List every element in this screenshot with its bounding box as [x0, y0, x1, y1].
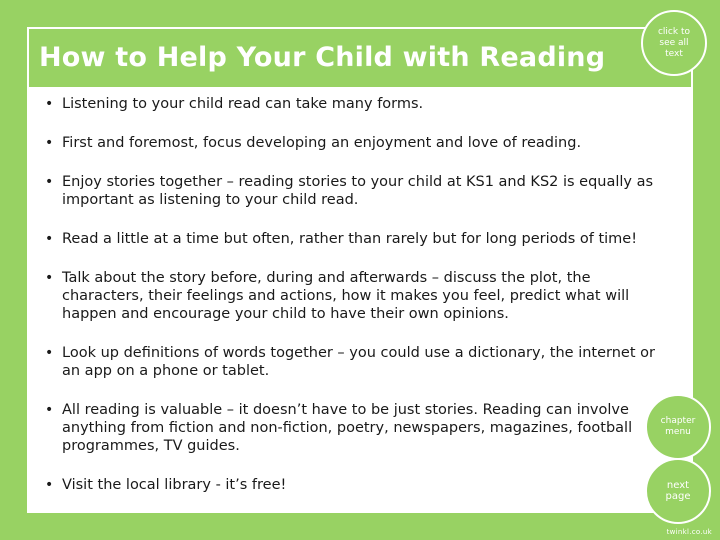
- list-item: [41, 173, 673, 209]
- bullet-icon: •: [45, 402, 54, 418]
- page-title: How to Help Your Child with Reading: [39, 42, 606, 73]
- next-page-button[interactable]: [645, 458, 711, 524]
- title-banner: [27, 27, 693, 89]
- next-page-label: next page: [665, 480, 691, 502]
- list-item-text: Listening to your child read can take many forms.: [62, 96, 424, 112]
- bullet-icon: •: [45, 135, 54, 151]
- bullet-icon: •: [45, 477, 54, 493]
- bullet-icon: •: [45, 270, 54, 286]
- list-item: [41, 134, 673, 152]
- list-item: [41, 95, 673, 113]
- list-item-text: Read a little at a time but often, rather than rarely but for long periods of time!: [62, 231, 638, 247]
- list-item-text: Look up definitions of words together – you could use a dictionary, the internet or an app on a phone or tablet.: [62, 345, 655, 379]
- list-item: [41, 344, 673, 380]
- list-item: [41, 230, 673, 248]
- list-item: [41, 401, 673, 455]
- bullet-icon: •: [45, 174, 54, 190]
- bullet-icon: •: [45, 231, 54, 247]
- content-panel: [27, 89, 693, 513]
- list-item-text: Enjoy stories together – reading stories to your child at KS1 and KS2 is equally as important as listening to your child read.: [62, 174, 654, 208]
- bullet-icon: •: [45, 345, 54, 361]
- chapter-menu-button[interactable]: [645, 394, 711, 460]
- list-item-text: Visit the local library - it’s free!: [62, 477, 287, 493]
- brand-logo: twinkl.co.uk: [666, 528, 712, 536]
- list-item: [41, 269, 673, 323]
- chapter-menu-label: chapter menu: [660, 416, 696, 437]
- list-item-text: First and foremost, focus developing an enjoyment and love of reading.: [62, 135, 582, 151]
- show-all-text-label: click to see all text: [657, 26, 690, 59]
- list-item: [41, 476, 673, 494]
- tips-list: [41, 95, 673, 494]
- list-item-text: Talk about the story before, during and afterwards – discuss the plot, the characters, their feelings and actions, how it makes you feel, predict what will happen and encourage your child to have their own opinions.: [62, 270, 630, 322]
- show-all-text-button[interactable]: [641, 10, 707, 76]
- list-item-text: All reading is valuable – it doesn’t have to be just stories. Reading can involve anything from fiction and non-fiction, poetry, newspapers, magazines, football programmes, TV guides.: [62, 402, 633, 454]
- bullet-icon: •: [45, 96, 54, 112]
